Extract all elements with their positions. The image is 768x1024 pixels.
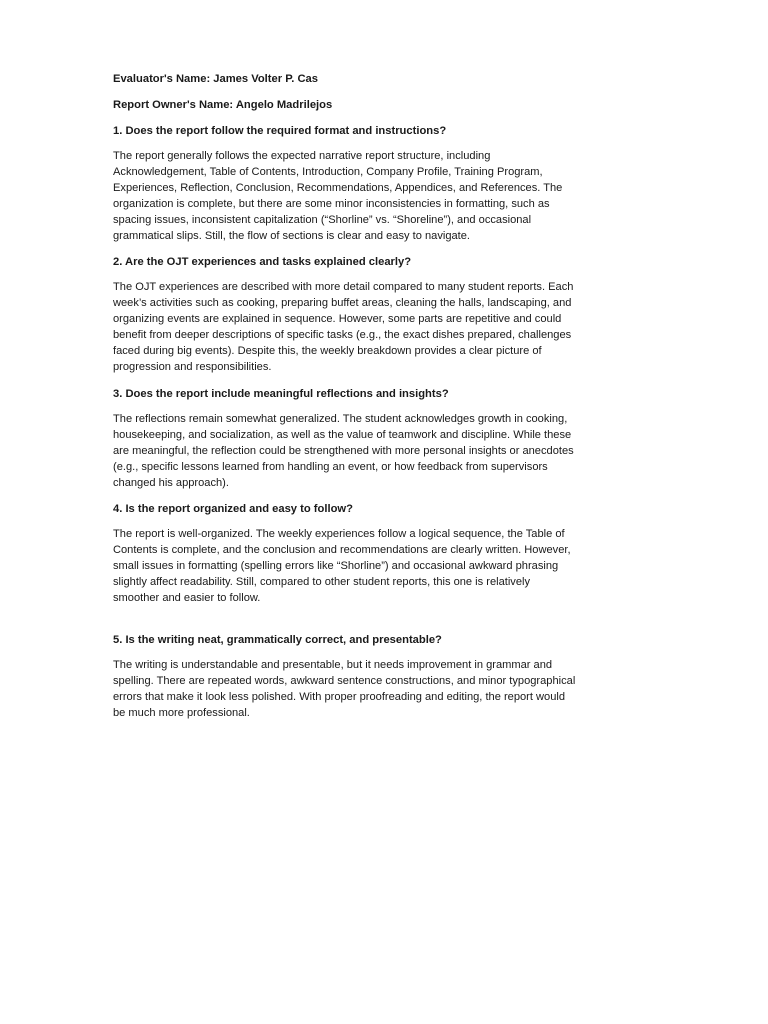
answer-5 [113, 658, 653, 722]
answer-line: organizing events are explained in sequence. However, some parts are repetitive and could [113, 313, 562, 326]
answer-line: benefit from deeper descriptions of specific tasks (e.g., the exact dishes prepared, challenges [113, 329, 572, 342]
answer-line: small issues in formatting (spelling errors like “Shorline”) and occasional awkward phrasing [113, 560, 559, 573]
answer-line: smoother and easier to follow. [113, 592, 261, 605]
answer-1 [113, 149, 653, 244]
section-5 [113, 632, 653, 722]
document-page [113, 71, 653, 732]
answer-line: week’s activities such as cooking, preparing buffet areas, cleaning the halls, landscaping, and [113, 297, 572, 310]
blank-line [113, 617, 653, 632]
answer-line: faced during big events). Despite this, the weekly breakdown provides a clear picture of [113, 345, 542, 358]
section-1 [113, 123, 653, 244]
answer-3 [113, 412, 653, 492]
answer-line: organization is complete, but there are some minor inconsistencies in formatting, such as [113, 197, 550, 210]
answer-line: spelling. There are repeated words, awkward sentence constructions, and minor typographical [113, 674, 576, 687]
section-2 [113, 254, 653, 375]
answer-4 [113, 527, 653, 607]
question-4: 4. Is the report organized and easy to follow? [113, 503, 353, 516]
answer-line: spacing issues, inconsistent capitalization (“Shorline” vs. “Shoreline”), and occasional [113, 213, 532, 226]
answer-line: Experiences, Reflection, Conclusion, Recommendations, Appendices, and References. The [113, 181, 563, 194]
answer-line: grammatical slips. Still, the flow of sections is clear and easy to navigate. [113, 229, 471, 242]
answer-line: progression and responsibilities. [113, 360, 272, 373]
question-1: 1. Does the report follow the required format and instructions? [113, 125, 447, 137]
answer-line: be much more professional. [113, 706, 250, 719]
question-5: 5. Is the writing neat, grammatically correct, and presentable? [113, 633, 442, 646]
answer-line: (e.g., specific lessons learned from handling an event, or how feedback from supervisors [113, 460, 548, 473]
section-4 [113, 501, 653, 607]
answer-line: Acknowledgement, Table of Contents, Introduction, Company Profile, Training Program, [113, 165, 543, 178]
answer-line: The writing is understandable and presentable, but it needs improvement in grammar and [113, 658, 553, 671]
answer-line: slightly affect readability. Still, compared to other student reports, this one is relatively [113, 576, 531, 589]
report-owner-name: Report Owner's Name: Angelo Madrilejos [113, 99, 333, 111]
evaluator-name: Evaluator's Name: James Volter P. Cas [113, 73, 318, 85]
answer-line: The reflections remain somewhat generalized. The student acknowledges growth in cooking, [113, 412, 568, 425]
answer-2 [113, 280, 653, 375]
answer-line: The report is well-organized. The weekly experiences follow a logical sequence, the Table of [113, 528, 565, 541]
answer-line: changed his approach). [113, 476, 229, 489]
answer-line: The OJT experiences are described with more detail compared to many student reports. Each [113, 281, 574, 294]
answer-line: Contents is complete, and the conclusion and recommendations are clearly written. However, [113, 544, 571, 557]
question-2: 2. Are the OJT experiences and tasks explained clearly? [113, 256, 412, 269]
answer-line: The report generally follows the expected narrative report structure, including [113, 150, 491, 162]
answer-line: housekeeping, and socialization, as well as the value of teamwork and discipline. While these [113, 428, 572, 441]
answer-line: errors that make it look less polished. With proper proofreading and editing, the report would [113, 690, 566, 703]
section-3 [113, 386, 653, 492]
question-3: 3. Does the report include meaningful reflections and insights? [113, 387, 449, 400]
answer-line: are meaningful, the reflection could be strengthened with more personal insights or anecdotes [113, 444, 574, 457]
